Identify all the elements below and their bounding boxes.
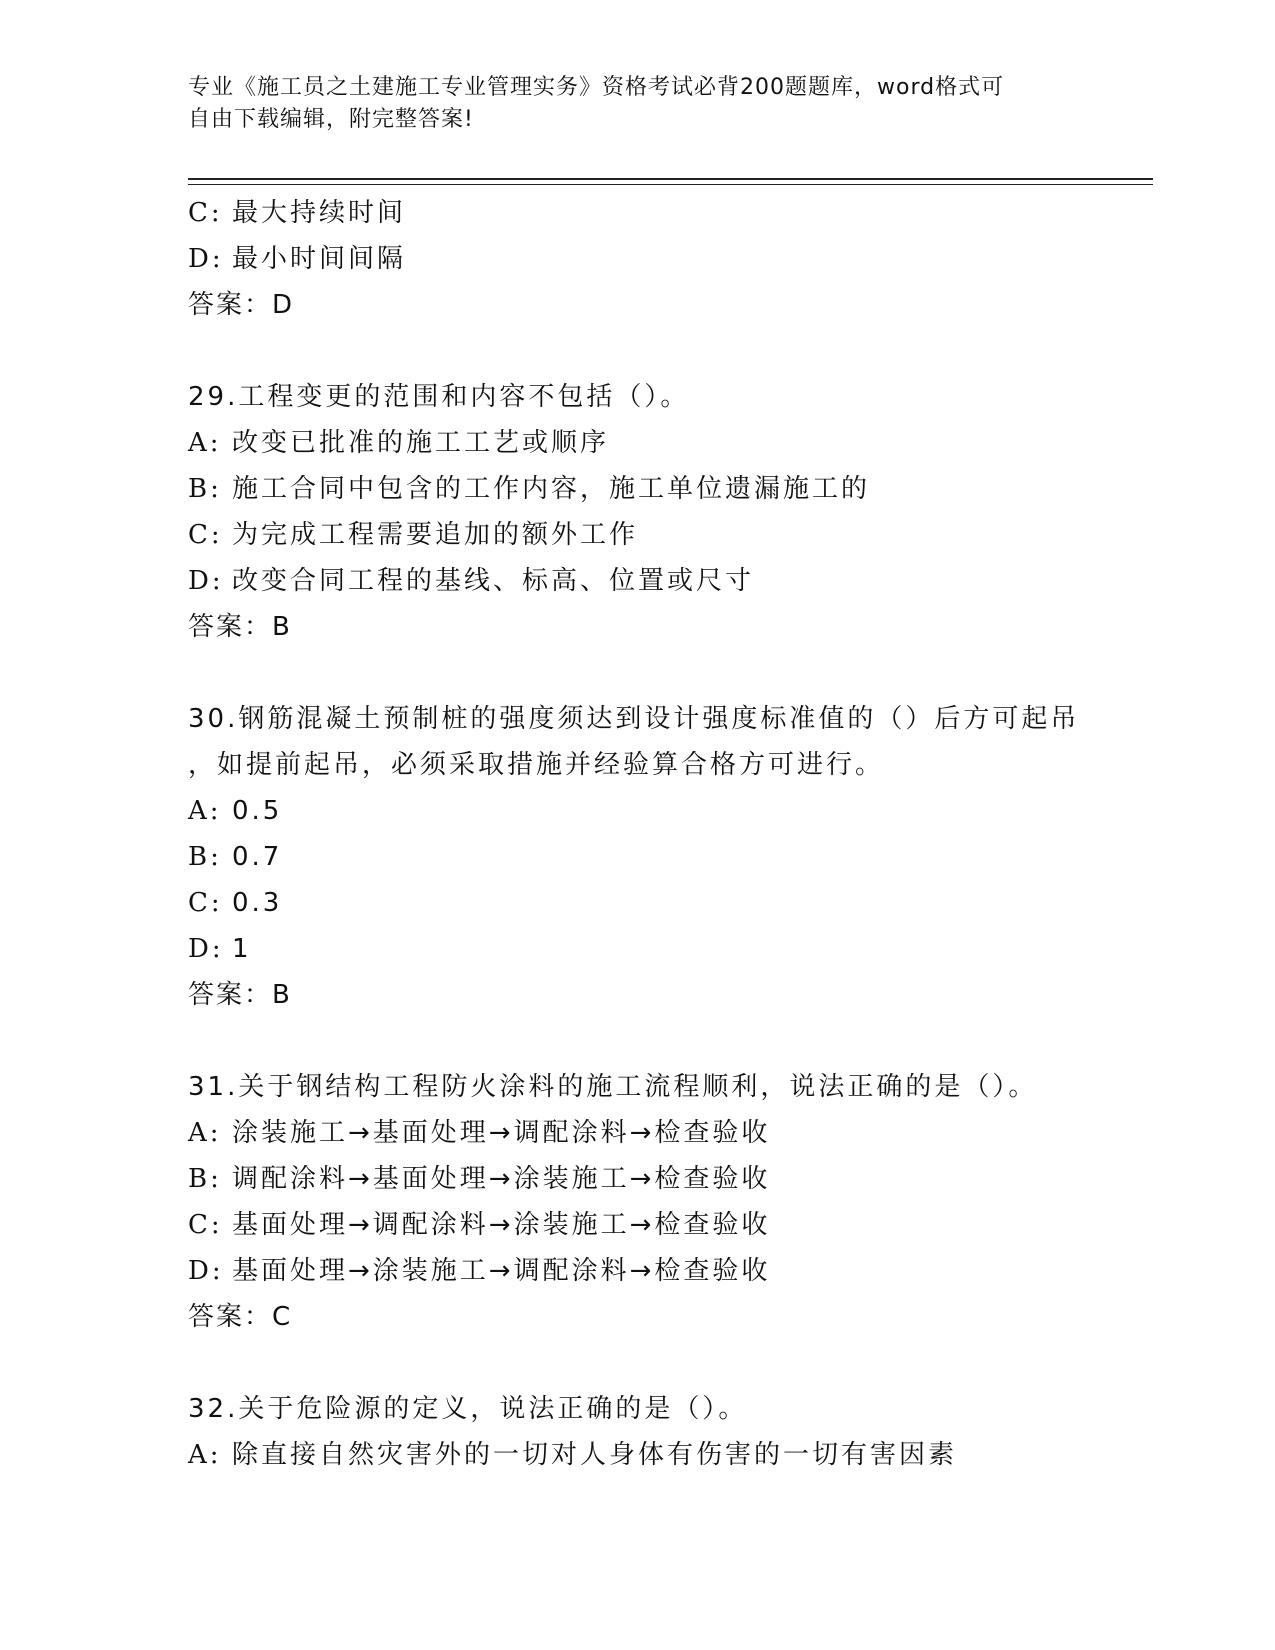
option-key: C:: [188, 198, 223, 228]
option-c: [188, 880, 1128, 926]
option-b: [188, 834, 1128, 880]
option-text: 0.3: [232, 888, 283, 918]
option-key: A:: [188, 428, 222, 458]
header-rule-thin: [188, 184, 1153, 185]
option-key: C:: [188, 1210, 223, 1240]
option-b: [188, 1156, 1128, 1202]
option-text: 调配涂料→基面处理→涂装施工→检查验收: [232, 1164, 771, 1194]
option-b: [188, 466, 1128, 512]
option-text: 基面处理→涂装施工→调配涂料→检查验收: [232, 1256, 771, 1286]
answer: 答案：B: [188, 980, 292, 1010]
answer: 答案：C: [188, 1302, 293, 1332]
option-a: [188, 1432, 1128, 1478]
spacer: [188, 1018, 1128, 1064]
option-text: 改变已批准的施工工艺或顺序: [232, 428, 610, 458]
option-d: [188, 236, 1128, 282]
header-line-2: 自由下载编辑，附完整答案!: [188, 107, 474, 132]
option-c: [188, 1202, 1128, 1248]
question-list: [188, 190, 1128, 1478]
option-text: 基面处理→调配涂料→涂装施工→检查验收: [232, 1210, 771, 1240]
option-text: 0.7: [232, 842, 283, 872]
document-header: [188, 72, 1088, 136]
option-a: [188, 420, 1128, 466]
option-c: [188, 512, 1128, 558]
option-key: B:: [188, 1164, 222, 1194]
option-key: D:: [188, 244, 224, 274]
option-text: 除直接自然灾害外的一切对人身体有伤害的一切有害因素: [232, 1440, 958, 1470]
question-29: [188, 374, 1128, 650]
answer: 答案：B: [188, 612, 292, 642]
option-text: 涂装施工→基面处理→调配涂料→检查验收: [232, 1118, 771, 1148]
question-stem: 29.工程变更的范围和内容不包括（）。: [188, 382, 690, 412]
question-30: [188, 696, 1128, 1018]
spacer: [188, 1340, 1128, 1386]
option-text: 最大持续时间: [232, 198, 407, 228]
option-key: B:: [188, 842, 222, 872]
question-31: [188, 1064, 1128, 1340]
option-key: A:: [188, 796, 222, 826]
option-text: 最小时间间隔: [232, 244, 407, 274]
option-key: D:: [188, 566, 224, 596]
option-text: 施工合同中包含的工作内容，施工单位遗漏施工的: [232, 474, 871, 504]
option-key: D:: [188, 934, 224, 964]
answer: 答案：D: [188, 290, 295, 320]
option-text: 1: [232, 934, 252, 964]
header-rule-thick: [188, 178, 1153, 180]
option-a: [188, 1110, 1128, 1156]
question-28: [188, 190, 1128, 328]
spacer: [188, 328, 1128, 374]
option-key: B:: [188, 474, 222, 504]
spacer: [188, 650, 1128, 696]
option-key: C:: [188, 888, 223, 918]
header-line-1: 专业《施工员之土建施工专业管理实务》资格考试必背200题题库，word格式可: [188, 75, 1005, 100]
option-text: 0.5: [232, 796, 283, 826]
option-text: 改变合同工程的基线、标高、位置或尺寸: [232, 566, 755, 596]
option-text: 为完成工程需要追加的额外工作: [232, 520, 639, 550]
option-d: [188, 1248, 1128, 1294]
option-key: A:: [188, 1440, 222, 1470]
option-a: [188, 788, 1128, 834]
question-32: [188, 1386, 1128, 1478]
option-key: D:: [188, 1256, 224, 1286]
option-d: [188, 926, 1128, 972]
question-stem-line-2: ，如提前起吊，必须采取措施并经验算合格方可进行。: [188, 750, 885, 780]
option-key: C:: [188, 520, 223, 550]
question-stem-line-1: 30.钢筋混凝土预制桩的强度须达到设计强度标准值的（）后方可起吊: [188, 704, 1080, 734]
option-d: [188, 558, 1128, 604]
question-stem: 31.关于钢结构工程防火涂料的施工流程顺利，说法正确的是（）。: [188, 1072, 1038, 1102]
option-key: A:: [188, 1118, 222, 1148]
option-c: [188, 190, 1128, 236]
question-stem: 32.关于危险源的定义，说法正确的是（）。: [188, 1394, 748, 1424]
